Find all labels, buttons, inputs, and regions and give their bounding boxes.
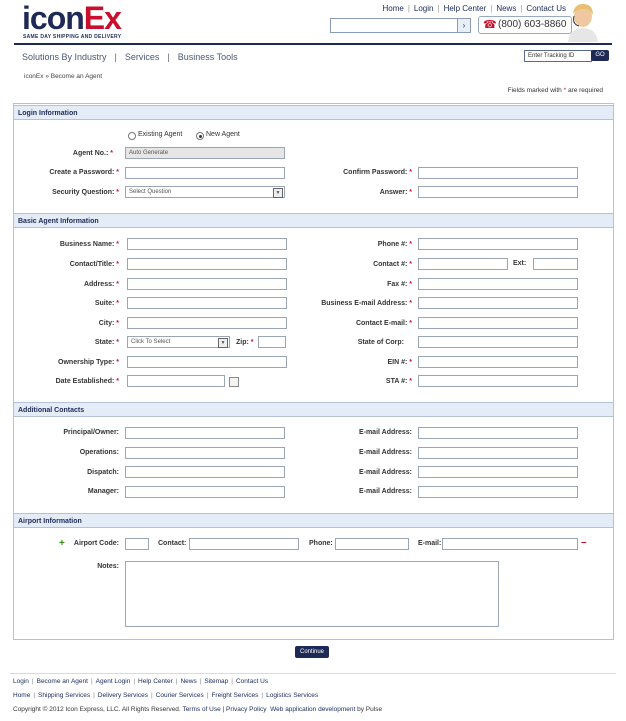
phone-number: (800) 603-8860: [498, 19, 567, 30]
header-divider: [14, 43, 612, 45]
topnav-news[interactable]: News: [496, 4, 517, 13]
agent-no-field: Auto Generate: [125, 147, 285, 159]
fax-label: Fax #: *: [387, 281, 412, 288]
dispatch-email-label: E-mail Address:: [358, 469, 412, 476]
contact-number-label: Contact #: *: [373, 261, 412, 268]
answer-field[interactable]: [418, 186, 578, 198]
logo[interactable]: iconEx: [22, 0, 121, 36]
suite-field[interactable]: [127, 297, 287, 309]
ein-label: EIN #: *: [387, 359, 412, 366]
principal-owner-field[interactable]: [125, 427, 285, 439]
zip-field[interactable]: [258, 336, 286, 348]
state-select[interactable]: Click To Select ▼: [127, 336, 230, 348]
topnav-login[interactable]: Login: [413, 4, 434, 13]
answer-label: Answer: *: [379, 189, 412, 196]
fax-field[interactable]: [418, 278, 578, 290]
state-of-corp-field[interactable]: [418, 336, 578, 348]
topnav-help-center[interactable]: Help Center: [443, 4, 487, 13]
business-name-label: Business Name: *: [59, 241, 119, 248]
airport-contact-field[interactable]: [189, 538, 299, 550]
nav-business-tools[interactable]: Business Tools: [177, 52, 238, 62]
phone-field[interactable]: [418, 238, 578, 250]
manager-email-label: E-mail Address:: [358, 488, 412, 495]
footer-webdev[interactable]: Web application development: [270, 706, 356, 713]
security-question-select[interactable]: Select Question ▼: [125, 186, 285, 198]
support-agent-icon: [566, 2, 600, 42]
city-field[interactable]: [127, 317, 287, 329]
airport-email-label: E-mail:: [418, 540, 442, 547]
remove-airport-icon[interactable]: –: [581, 537, 587, 548]
logo-tagline: SAME DAY SHIPPING AND DELIVERY: [23, 34, 122, 40]
footer-contact-us[interactable]: Contact Us: [235, 678, 269, 685]
ext-field[interactable]: [533, 258, 578, 270]
manager-label: Manager:: [87, 488, 119, 495]
security-question-label: Security Question: *: [52, 189, 119, 196]
radio-new-agent[interactable]: [196, 132, 204, 140]
required-note: Fields marked with * are required: [507, 87, 603, 94]
footer-terms[interactable]: Terms of Use: [182, 706, 221, 713]
section-airport-information: Airport Information: [14, 513, 613, 528]
dispatch-email-field[interactable]: [418, 466, 578, 478]
radio-existing-agent[interactable]: [128, 132, 136, 140]
operations-label: Operations:: [79, 449, 119, 456]
footer-help-center[interactable]: Help Center: [138, 678, 173, 685]
topnav-home[interactable]: Home: [382, 4, 404, 13]
footer-freight-services[interactable]: Freight Services: [211, 692, 259, 699]
confirm-password-field[interactable]: [418, 167, 578, 179]
principal-email-label: E-mail Address:: [358, 429, 412, 436]
footer-shipping-services[interactable]: Shipping Services: [38, 692, 91, 699]
business-email-field[interactable]: [418, 297, 578, 309]
contact-title-label: Contact/Title: *: [69, 261, 119, 268]
footer-home[interactable]: Home: [13, 692, 31, 699]
city-label: City: *: [98, 320, 119, 327]
suite-label: Suite: *: [94, 300, 119, 307]
notes-textarea[interactable]: [125, 561, 499, 627]
phone-icon: ☎: [483, 19, 497, 31]
create-password-label: Create a Password: *: [49, 169, 119, 176]
contact-email-label: Contact E-mail: *: [355, 320, 412, 327]
ein-field[interactable]: [418, 356, 578, 368]
airport-code-label: Airport Code:: [73, 540, 119, 547]
search-go-button[interactable]: ›: [457, 18, 471, 33]
date-established-field[interactable]: [127, 375, 225, 387]
state-label: State: *: [94, 339, 119, 346]
confirm-password-label: Confirm Password: *: [343, 169, 412, 176]
footer-logistics-services[interactable]: Logistics Services: [266, 692, 319, 699]
nav-solutions-by-industry[interactable]: Solutions By Industry: [22, 52, 107, 62]
tracking-go-button[interactable]: GO: [591, 50, 609, 61]
ownership-type-label: Ownership Type: *: [58, 359, 119, 366]
dispatch-field[interactable]: [125, 466, 285, 478]
state-of-corp-label: State of Corp:: [357, 339, 404, 346]
search-input[interactable]: [330, 18, 458, 33]
sta-label: STA #: *: [385, 378, 412, 385]
breadcrumb: iconEx » Become an Agent: [24, 73, 103, 80]
main-nav: Solutions By Industry | Services | Business Tools: [22, 52, 238, 62]
agent-no-label: Agent No.: *: [72, 150, 113, 157]
address-label: Address: *: [83, 281, 119, 288]
top-nav: Home | Login | Help Center | News | Contact Us: [382, 4, 566, 13]
manager-field[interactable]: [125, 486, 285, 498]
add-airport-icon[interactable]: +: [59, 538, 65, 549]
zip-label: Zip: *: [236, 339, 254, 346]
business-email-label: Business E-mail Address: *: [321, 300, 412, 307]
operations-email-label: E-mail Address:: [358, 449, 412, 456]
footer-agent-login[interactable]: Agent Login: [95, 678, 131, 685]
footer-copyright: Copyright © 2012 Icon Express, LLC. All Rights Reserved. Terms of Use | Privacy Policy Web application development by Pulse: [13, 706, 383, 713]
footer-links-2: Home | Shipping Services | Delivery Services | Courier Services | Freight Services | Logistics Services: [13, 692, 319, 699]
airport-email-field[interactable]: [442, 538, 578, 550]
footer-links-1: Login | Become an Agent | Agent Login | Help Center | News | Sitemap | Contact Us: [13, 678, 269, 685]
ext-label: Ext:: [513, 260, 527, 267]
footer-login[interactable]: Login: [13, 678, 29, 685]
footer-news[interactable]: News: [180, 678, 197, 685]
footer-divider: [10, 673, 616, 674]
contact-number-field[interactable]: [418, 258, 508, 270]
nav-services[interactable]: Services: [124, 52, 160, 62]
calendar-icon[interactable]: [229, 377, 239, 387]
topnav-contact-us[interactable]: Contact Us: [526, 4, 566, 13]
airport-phone-label: Phone:: [309, 540, 333, 547]
airport-code-field[interactable]: [125, 538, 149, 550]
date-established-label: Date Established: *: [55, 378, 119, 385]
business-name-field[interactable]: [127, 238, 287, 250]
footer-sitemap[interactable]: Sitemap: [204, 678, 229, 685]
operations-email-field[interactable]: [418, 447, 578, 459]
radio-new-agent-label: New Agent: [206, 131, 240, 138]
principal-owner-label: Principal/Owner:: [63, 429, 119, 436]
continue-button[interactable]: Continue: [295, 646, 329, 658]
footer-become-agent[interactable]: Become an Agent: [36, 678, 88, 685]
sta-field[interactable]: [418, 375, 578, 387]
contact-email-field[interactable]: [418, 317, 578, 329]
agent-form: [13, 103, 614, 640]
ownership-type-field[interactable]: [127, 356, 287, 368]
notes-label: Notes:: [97, 563, 119, 570]
airport-phone-field[interactable]: [335, 538, 409, 550]
footer-courier-services[interactable]: Courier Services: [155, 692, 204, 699]
footer-delivery-services[interactable]: Delivery Services: [97, 692, 148, 699]
radio-existing-agent-label: Existing Agent: [138, 131, 183, 138]
section-additional-contacts: Additional Contacts: [14, 402, 613, 417]
create-password-field[interactable]: [125, 167, 285, 179]
footer-privacy[interactable]: Privacy Policy: [226, 706, 267, 713]
operations-field[interactable]: [125, 447, 285, 459]
principal-email-field[interactable]: [418, 427, 578, 439]
airport-contact-label: Contact:: [158, 540, 187, 547]
phone-label: Phone #: *: [377, 241, 412, 248]
dispatch-label: Dispatch:: [87, 469, 119, 476]
section-basic-agent-information: Basic Agent Information: [14, 213, 613, 228]
section-login-information: Login Information: [14, 105, 613, 120]
address-field[interactable]: [127, 278, 287, 290]
tracking-input[interactable]: Enter Tracking ID: [524, 50, 592, 62]
contact-title-field[interactable]: [127, 258, 287, 270]
manager-email-field[interactable]: [418, 486, 578, 498]
